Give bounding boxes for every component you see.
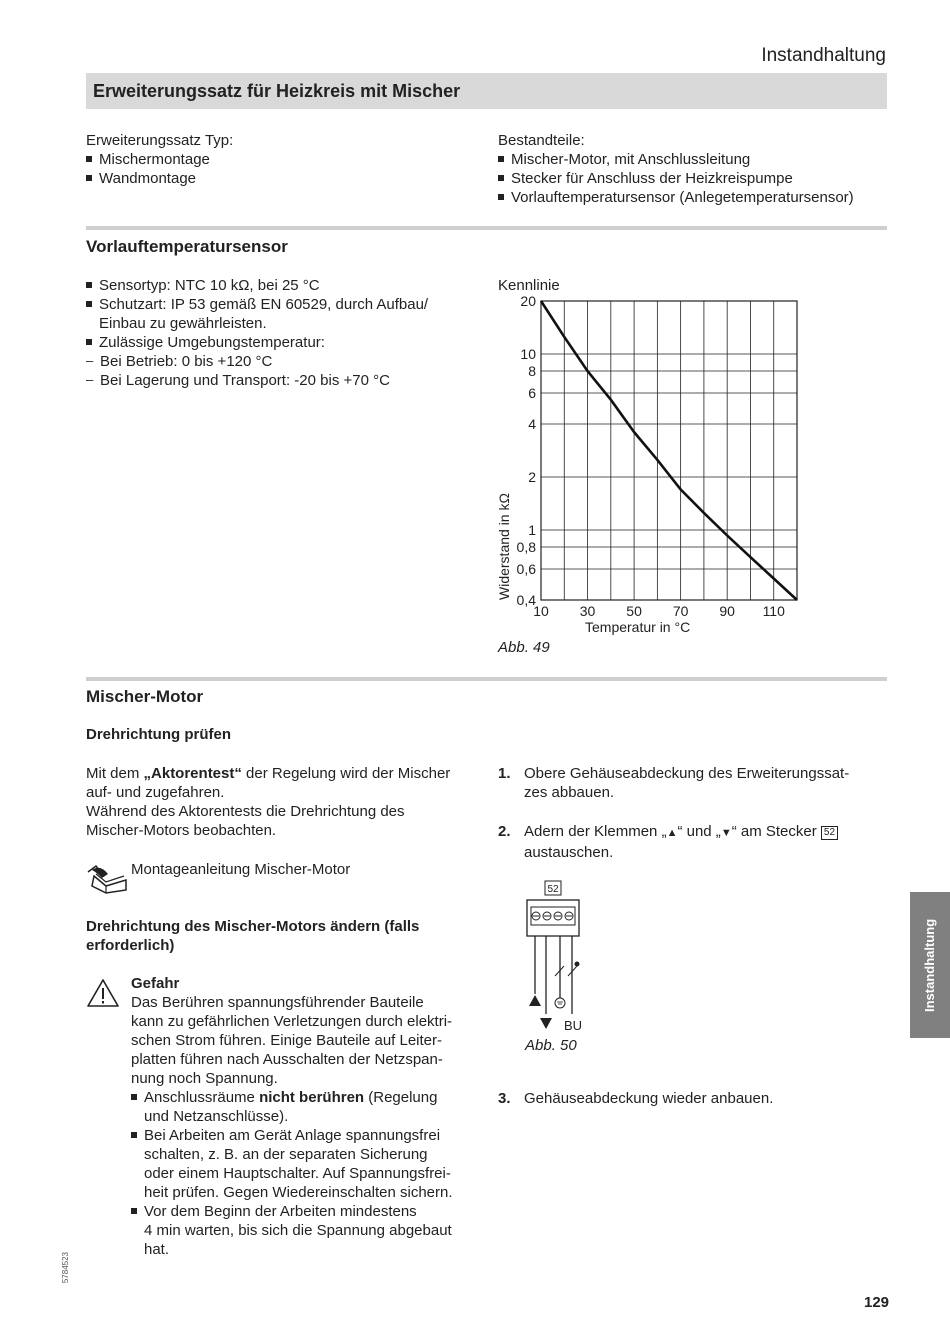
danger-notice [131,974,453,1259]
list-item: Sensortyp: NTC 10 kΩ, bei 25 °C [86,276,428,295]
text-run: heit prüfen. Gegen Wiedereinschalten sichern. [144,1184,453,1201]
chart-caption: Abb. 49 [498,639,550,656]
step-2 [498,822,838,862]
intro-right-heading: Bestandteile: [498,132,585,149]
text-run: Mit dem [86,765,144,782]
arrow-up-icon [529,995,541,1006]
book-reference-icon [86,862,130,894]
list-item [131,1088,453,1126]
chart-frame [541,301,797,600]
sensor-specs [86,276,428,390]
ground-icon [555,998,565,1008]
list-item-line: Einbau zu gewährleisten. [99,315,267,332]
danger-line: nung noch Spannung. [131,1070,278,1087]
step-text: “ am Stecker [731,823,821,840]
text-run: Vor dem Beginn der Arbeiten mindestens [144,1203,417,1220]
plug-label: 52 [547,884,559,895]
text-run: hat. [144,1241,170,1258]
list-item: Zulässige Umgebungstemperatur: [86,333,428,352]
chart-x-label: Temperatur in °C [585,619,691,635]
text-run: oder einem Hauptschalter. Auf Spannungsfrei- [144,1165,451,1182]
sub-item: – Bei Lagerung und Transport: -20 bis +70 °C [86,371,428,390]
chart-grid [541,301,797,600]
chart-x-ticks [533,603,785,619]
page-title: Erweiterungssatz für Heizkreis mit Mischer [93,81,461,101]
motor-heading: Mischer-Motor [86,687,204,706]
text-run: Bei Arbeiten am Gerät Anlage spannungsfrei [144,1127,441,1144]
step-text: Adern der Klemmen „ [524,823,667,840]
chart-y-tick-label: 20 [520,293,536,309]
plug-number-box: 52 [821,826,838,840]
text-run: und Netzanschlüsse). [144,1108,289,1125]
chart-x-tick-label: 110 [762,603,785,619]
intro-left [86,131,233,188]
paragraph-line: auf- und zugefahren. [86,784,225,801]
danger-line: schen Strom führen. Einige Bauteile auf Leiter- [131,1032,443,1049]
text-run: der Regelung wird der Mischer [241,765,451,782]
text-run: Anschlussräume [144,1089,260,1106]
chart-y-label: Widerstand in kΩ [496,493,512,600]
list-item [131,1126,453,1202]
page-number: 129 [864,1294,890,1311]
text-run: 4 min warten, bis sich die Spannung abgebaut [144,1222,452,1239]
heading-line: Drehrichtung des Mischer-Motors ändern (falls [86,918,420,935]
list-item: Mischermontage [86,150,233,169]
danger-list [131,1088,453,1259]
chart-y-tick-label: 6 [528,385,536,402]
chart-x-tick-label: 30 [579,603,596,619]
list-item-line: Schutzart: IP 53 gemäß EN 60529, durch Aufbau/ [99,296,429,313]
plug-diagram [520,878,600,1038]
paragraph-line: Während des Aktorentests die Drehrichtung des [86,803,405,820]
danger-title: Gefahr [131,975,180,992]
chart-y-tick-label: 10 [520,345,536,362]
change-direction-heading [86,917,419,955]
chart-y-tick-label: 0,6 [516,561,536,578]
components-list [498,150,854,207]
step-3 [498,1089,773,1108]
list-item [131,1202,453,1259]
step-number: 1. [498,765,511,782]
arrow-down-icon [540,1018,552,1029]
danger-line: Das Berühren spannungsführender Bauteile [131,994,424,1011]
chart-x-tick-label: 10 [533,603,549,619]
intro-left-heading: Erweiterungssatz Typ: [86,132,234,149]
chart-series-line [541,301,797,600]
text-run: schalten, z. B. an der separaten Sicherung [144,1146,428,1163]
chart-y-tick-label: 8 [528,363,536,380]
type-list [86,150,233,188]
step-text: “ und „ [677,823,721,840]
triangle-down-icon: ▼ [720,827,732,839]
step-text: Gehäuseabdeckung wieder anbauen. [524,1090,774,1107]
wire-label-bu: BU [564,1018,583,1033]
danger-line: platten führen nach Ausschalten der Netzspan- [131,1051,443,1068]
paragraph-line [86,764,450,783]
plug-caption: Abb. 50 [525,1037,577,1054]
step-text: austauschen. [524,844,614,861]
side-tab-label: Instandhaltung [922,918,937,1012]
list-item: Stecker für Anschluss der Heizkreispumpe [498,169,854,188]
chart-y-tick-label: 4 [528,416,536,433]
triangle-up-icon: ▲ [666,827,678,839]
chart-x-tick-label: 50 [626,603,642,619]
chart-y-tick-label: 2 [528,468,536,485]
chart-y-tick-label: 1 [528,521,536,538]
sensor-heading: Vorlauftemperatursensor [86,237,288,256]
list-item [86,295,428,333]
intro-right [498,131,854,207]
check-direction-heading: Drehrichtung prüfen [86,726,231,743]
list-item: Mischer-Motor, mit Anschlussleitung [498,150,854,169]
chart-y-tick-label: 0,8 [516,539,536,556]
motor-paragraph [86,764,450,840]
step-1 [498,764,849,802]
list-item: Vorlauftemperatursensor (Anlegetemperatursensor) [498,188,854,207]
sub-item: – Bei Betrieb: 0 bis +120 °C [86,352,428,371]
step-number: 3. [498,1090,511,1107]
danger-line: kann zu gefährlichen Verletzungen durch elektri- [131,1013,453,1030]
section-divider [86,226,887,230]
step-text: Obere Gehäuseabdeckung des Erweiterungssat- [524,765,850,782]
chart-y-ticks [517,293,537,608]
temperature-sublist [86,352,428,390]
section-name: Instandhaltung [761,45,886,66]
heading-line: erforderlich) [86,937,175,954]
section-divider [86,677,887,681]
chart-x-tick-label: 90 [719,603,735,619]
step-number: 2. [498,823,511,840]
paragraph-line: Mischer-Motors beobachten. [86,822,277,839]
chart-title: Kennlinie [498,277,560,294]
warning-triangle-icon [86,978,120,1008]
actuator-test-term: „Aktorentest“ [143,765,242,782]
text-run: (Regelung [364,1089,438,1106]
chart-y-tick-label: 0,4 [516,592,536,608]
text-run: nicht berühren [259,1089,365,1106]
list-item: Wandmontage [86,169,233,188]
step-text: zes abbauen. [524,784,615,801]
reference-text: Montageanleitung Mischer-Motor [131,861,351,878]
chart-x-tick-label: 70 [672,603,689,619]
document-number: 5784523 [61,1252,70,1284]
resistance-chart [480,290,820,640]
